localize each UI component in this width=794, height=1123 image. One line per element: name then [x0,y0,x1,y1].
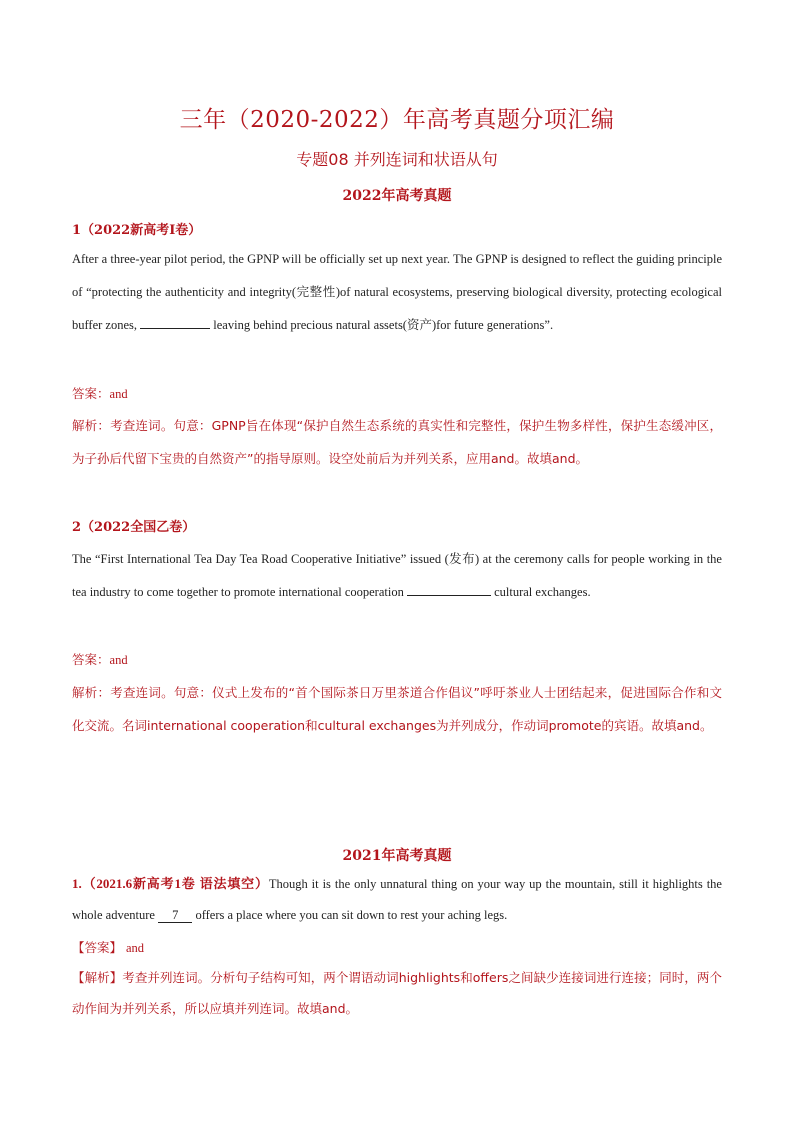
answer-value: and [109,653,128,667]
answer-value: and [109,387,128,401]
question-text-after: leaving behind precious natural assets(资产)for future generations”. [210,318,554,332]
question-label: 1（2022新高考I卷） [72,223,202,238]
question-text [72,868,722,931]
question-label: 2（2022全国乙卷） [72,520,196,535]
answer-blank [407,582,491,596]
answer-line [72,938,144,956]
explanation-text: 【解析】考查并列连词。分析句子结构可知，两个谓语动词highlights和offers之间缺少连接词进行连接；同时，两个动作间为并列关系，所以应填并列连词。故填and。 [72,970,722,1016]
answer-blank: 7 [158,908,192,923]
answer-line [72,650,128,668]
answer-blank [140,315,210,329]
answer-label: 答案： [72,652,110,667]
explanation-text: 解析：考查连词。句意：GPNP旨在体现“保护自然生态系统的真实性和完整性，保护生物多样性，保护生态缓冲区，为子孙后代留下宝贵的自然资产”的指导原则。设空处前后为并列关系，应用and。故填and。 [72,418,722,466]
section-heading-2022: 2022年高考真题 [342,188,452,204]
question-text-after: cultural exchanges. [490,585,591,599]
document-title: 三年（2020-2022）年高考真题分项汇编 [179,107,615,133]
answer-value: and [126,941,145,955]
question-text-before: The “First International Tea Day Tea Road Cooperative Initiative” issued (发布) at the ceremony calls for people working in the tea industry to come together to promote international cooperation [72,552,722,599]
question-text [72,243,722,342]
question-text-before: After a three-year pilot period, the GPNP will be officially set up next year. The GPNP is designed to reflect the guiding principle of “protecting the authenticity and integrity(完整性)of natural ecosystems, preserving biological diversity, protecting ecological buffer zones, [72,252,722,332]
document-page [72,0,722,1123]
question-text [72,543,722,609]
answer-line [72,384,128,402]
document-subtitle: 专题08 并列连词和状语从句 [296,150,498,169]
question-label: 1.（2021.6新高考1卷 语法填空） [72,876,269,891]
question-text-after: offers a place where you can sit down to rest your aching legs. [192,908,508,922]
explanation-text: 解析：考查连词。句意：仪式上发布的“首个国际茶日万里茶道合作倡议”呼吁茶业人士团结起来，促进国际合作和文化交流。名词international cooperation和cultural exchanges为并列成分，作动词promote的宾语。故填and。 [72,685,722,733]
answer-label: 【答案】 [72,940,123,955]
section-heading-2021: 2021年高考真题 [342,848,452,864]
answer-label: 答案： [72,386,110,401]
question-text-before: Though it is the only unnatural thing on your way up the mountain, still it highlights the whole adventure [72,877,722,922]
